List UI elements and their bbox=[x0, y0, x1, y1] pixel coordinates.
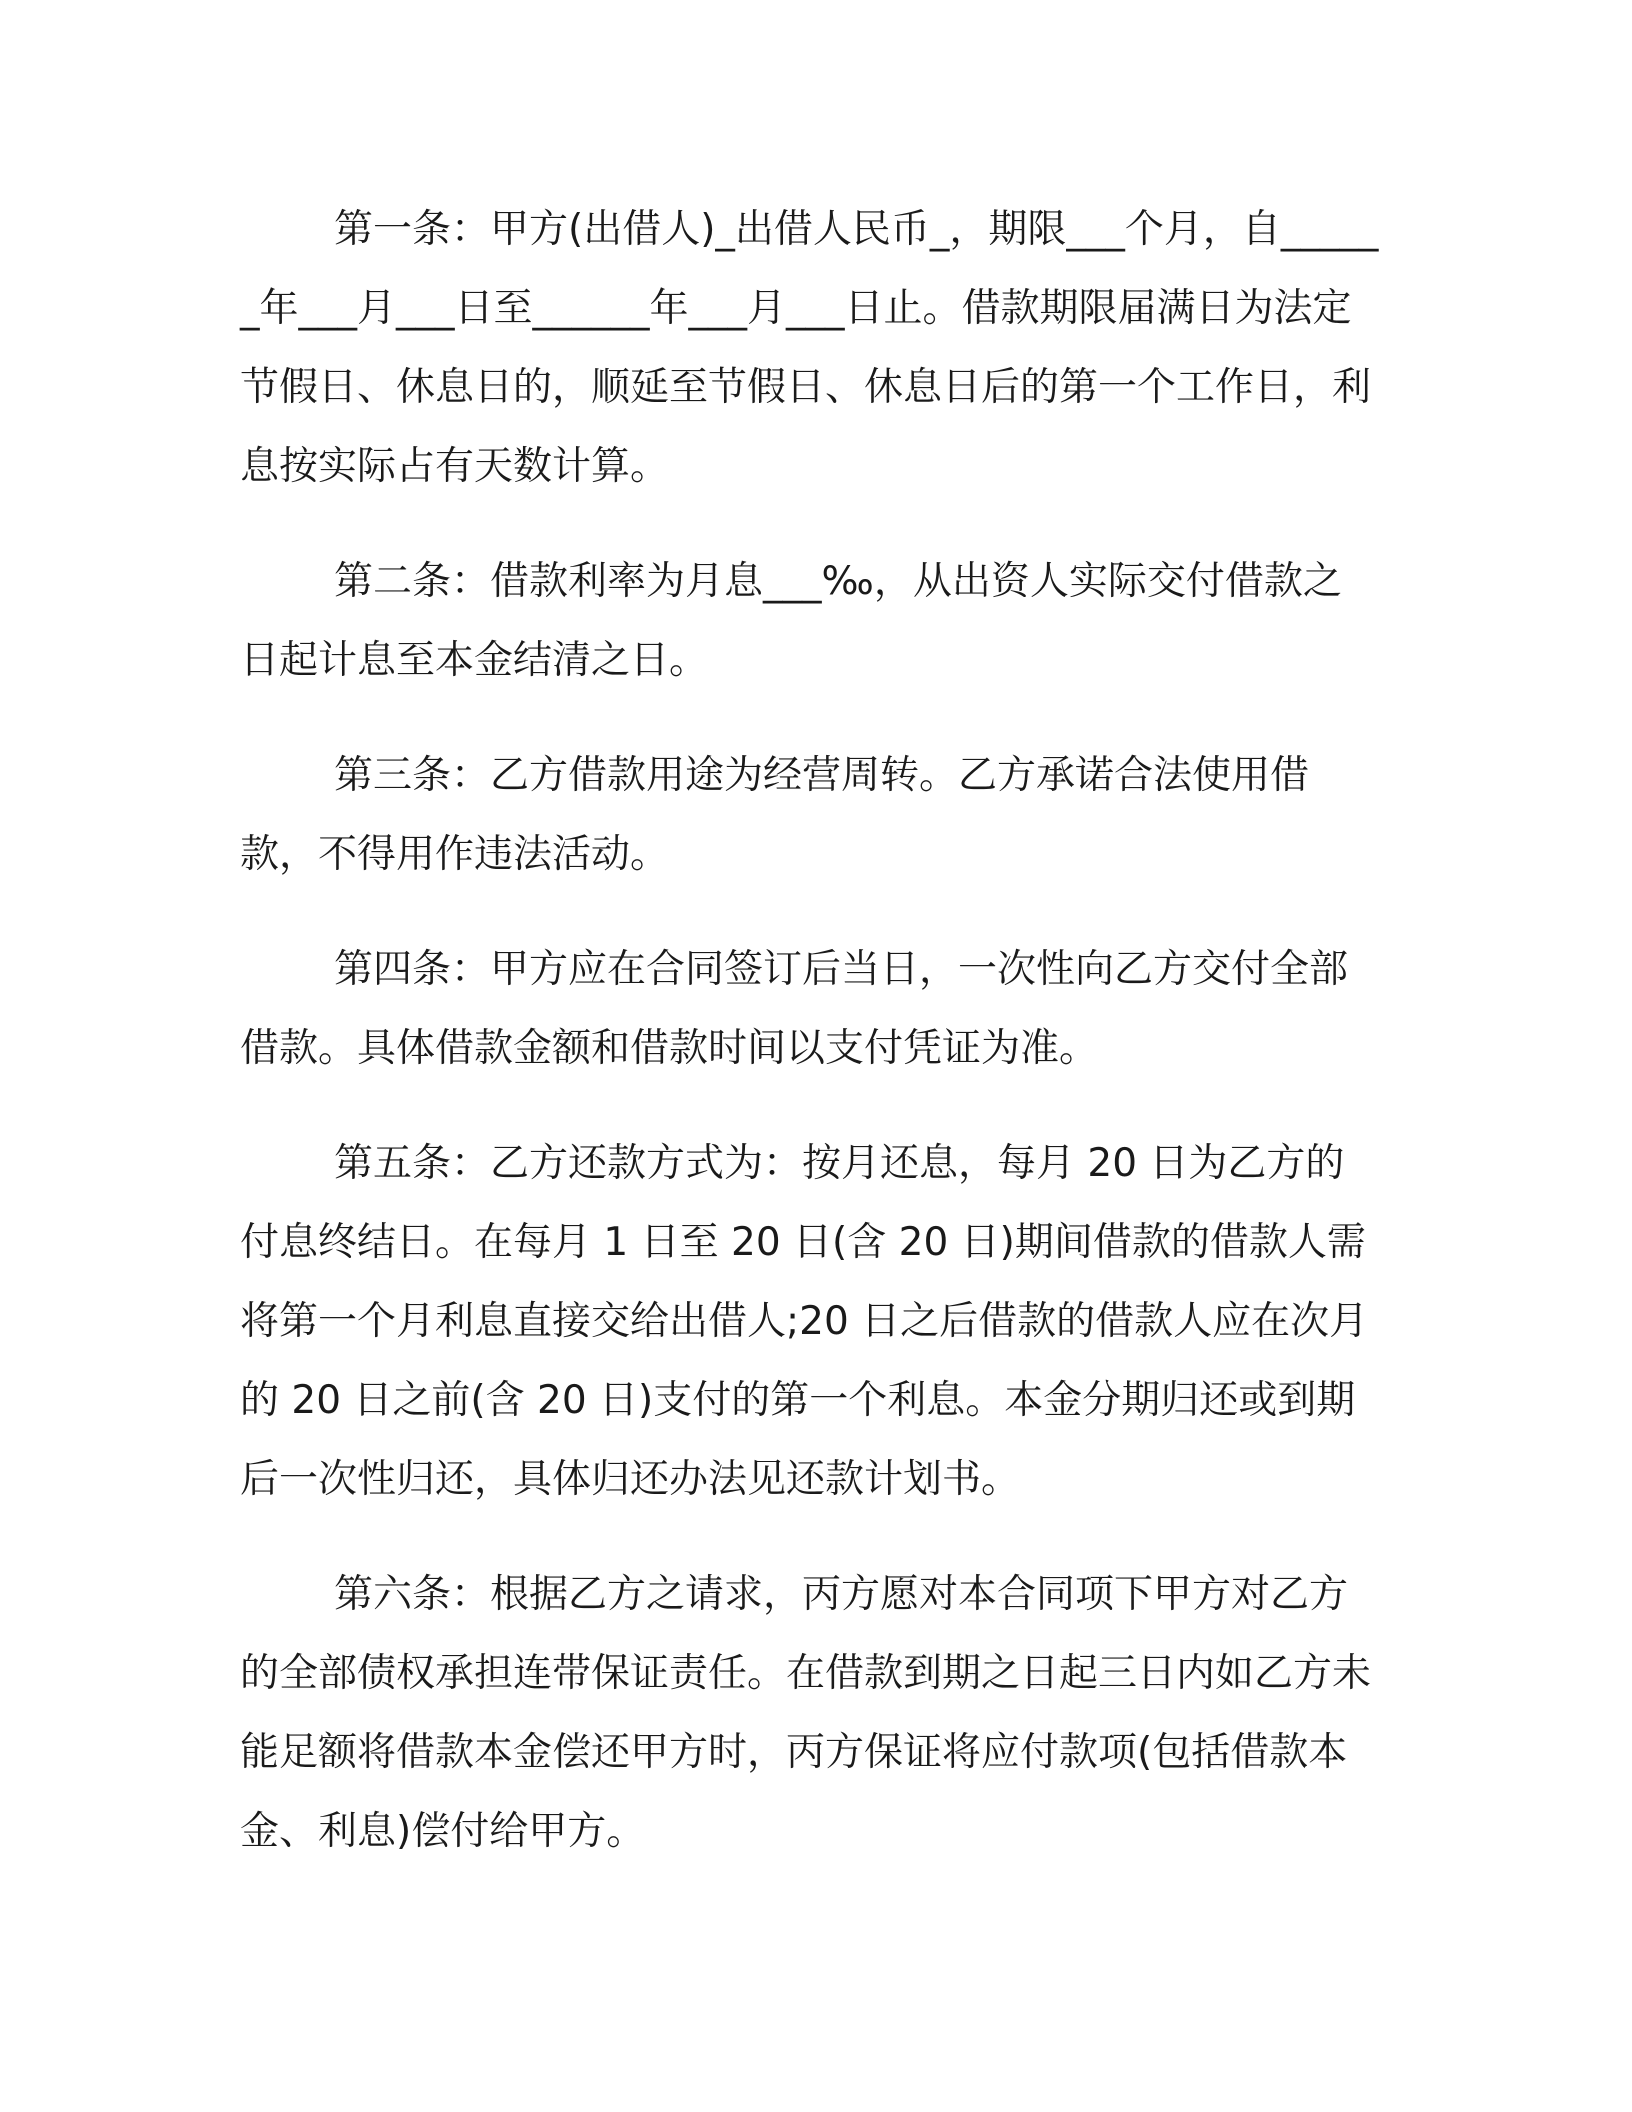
document-body bbox=[240, 190, 1380, 1907]
clause-3: 第三条：乙方借款用途为经营周转。乙方承诺合法使用借款，不得用作违法活动。 bbox=[240, 753, 1310, 877]
clause-6: 第六条：根据乙方之请求，丙方愿对本合同项下甲方对乙方的全部债权承担连带保证责任。在借款到期之日起三日内如乙方未能足额将借款本金偿还甲方时，丙方保证将应付款项(包括借款本金、利息)偿付给甲方。 bbox=[240, 1572, 1372, 1854]
clause-1: 第一条：甲方(出借人)_出借人民币_，期限___个月，自______年___月___日至______年___月___日止。借款期限届满日为法定节假日、休息日的，顺延至节假日、休息日后的第一个工作日，利息按实际占有天数计算。 bbox=[240, 207, 1379, 489]
clause-4: 第四条：甲方应在合同签订后当日，一次性向乙方交付全部借款。具体借款金额和借款时间以支付凭证为准。 bbox=[240, 947, 1349, 1071]
clause-5: 第五条：乙方还款方式为：按月还息，每月 20 日为乙方的付息终结日。在每月 1 日至 20 日(含 20 日)期间借款的借款人需将第一个月利息直接交给出借人;20 日之后借款的借款人应在次月的 20 日之前(含 20 日)支付的第一个利息。本金分期归还或到期后一次性归还，具体归还办法见还款计划书。 bbox=[240, 1141, 1369, 1502]
clause-2: 第二条：借款利率为月息___‰，从出资人实际交付借款之日起计息至本金结清之日。 bbox=[240, 559, 1342, 683]
